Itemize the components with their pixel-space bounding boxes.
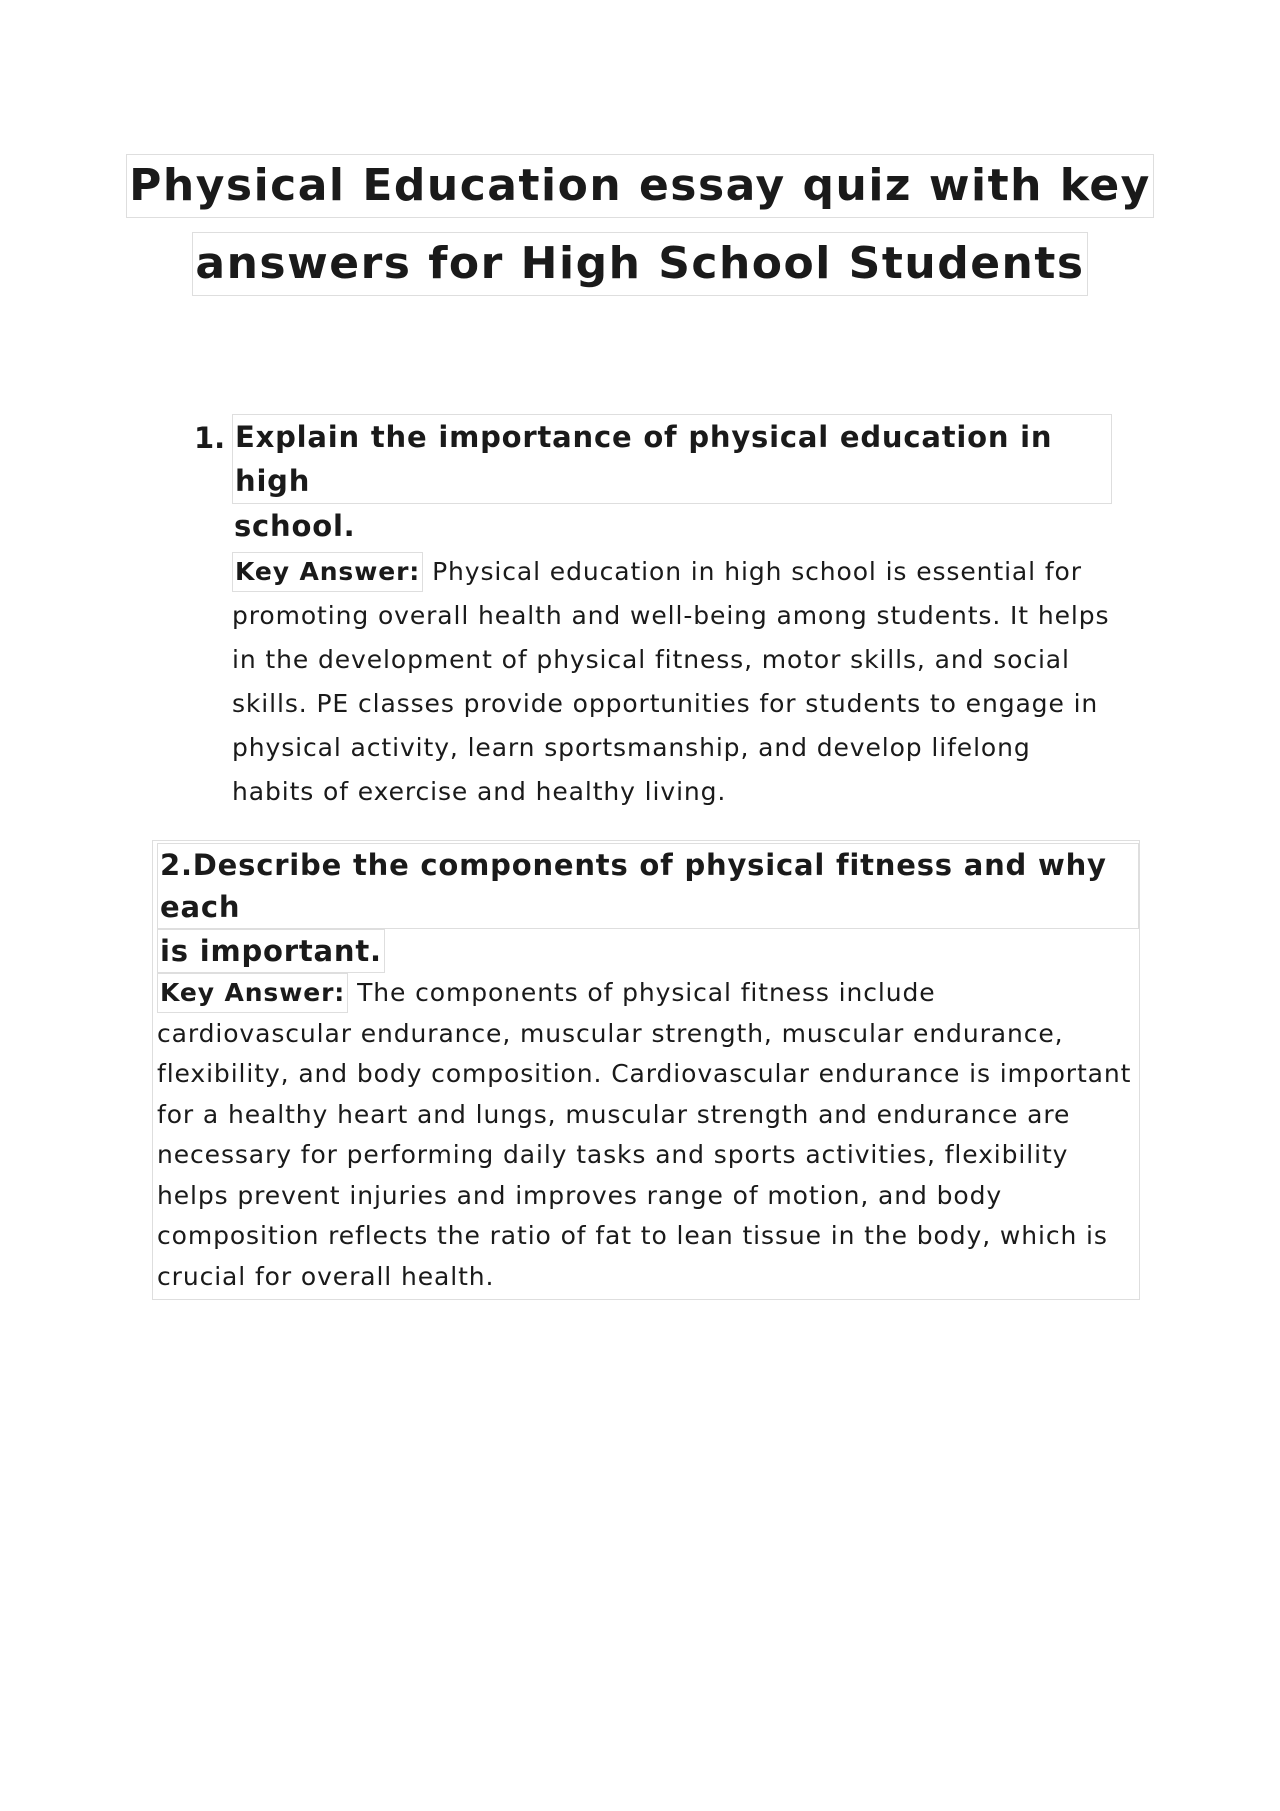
question-1-key-label: Key Answer:	[232, 552, 423, 592]
question-1-number: 1.	[194, 421, 226, 455]
question-2-heading-wrap	[157, 848, 1139, 924]
title-line-2: answers for High School Students	[192, 232, 1087, 296]
question-1-answer	[232, 550, 1112, 814]
title-line-1: Physical Education essay quiz with key	[126, 154, 1154, 218]
document-title	[0, 154, 1280, 296]
question-2-answer-text: The components of physical fitness include cardiovascular endurance, muscular strength, muscular endurance, flexibility, and body composition. Cardiovascular endurance is important for a healthy heart and lungs, muscular strength and endurance are necessary for performing daily tasks and sports activities, flexibility helps prevent injuries and improves range of motion, and body composition reflects the ratio of fat to lean tissue in the body, which is crucial for overall health.	[157, 978, 1132, 1291]
question-1-heading-line-2: school.	[234, 509, 356, 543]
question-1-body	[232, 414, 1112, 814]
question-2-heading-line-2: is important.	[157, 929, 385, 973]
question-2-heading-text: Describe the components of physical fitness and why each	[160, 848, 1107, 924]
question-2	[152, 840, 1140, 1300]
question-1-answer-text: Physical education in high school is essential for promoting overall health and well-being among students. It helps in the development of physical fitness, motor skills, and social skills. PE classes provide opportunities for students to engage in physical activity, learn sportsmanship, and develop lifelong habits of exercise and healthy living.	[232, 557, 1110, 806]
question-2-heading-line-1	[157, 843, 1139, 929]
question-1-heading-line-1: Explain the importance of physical education in high	[232, 414, 1112, 504]
question-2-answer	[157, 973, 1139, 1297]
question-2-number: 2.	[160, 848, 193, 882]
question-2-key-label: Key Answer:	[157, 973, 348, 1013]
